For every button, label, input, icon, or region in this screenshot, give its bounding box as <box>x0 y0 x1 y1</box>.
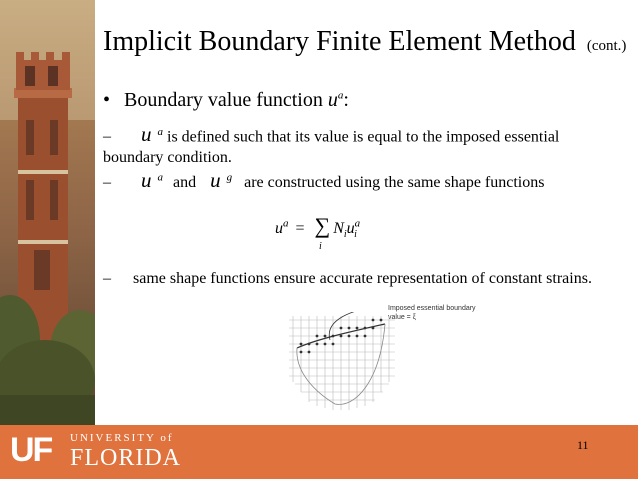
equation <box>275 213 361 252</box>
bullet-colon: : <box>343 89 349 111</box>
eq-rhs-u-sub: i <box>354 229 357 241</box>
campus-tower-photo <box>0 0 95 425</box>
eq-rhs-u-sup: a <box>354 217 361 230</box>
uf-logo: UF <box>10 431 52 469</box>
university-wordmark: UNIVERSITY of <box>70 432 174 444</box>
page-number: 11 <box>577 438 589 452</box>
eq-sum-index: i <box>319 241 322 252</box>
annotation-line-1: Imposed essential boundary <box>388 305 476 312</box>
mesh-figure <box>285 312 405 417</box>
eq-rhs-N-sub: i <box>343 229 347 241</box>
bullet-var-sup: a <box>337 89 344 102</box>
sub2-var1-sup: a <box>157 171 163 184</box>
dash: – <box>103 128 111 146</box>
subpoint-accuracy <box>103 268 623 289</box>
florida-wordmark: FLORIDA <box>70 445 182 471</box>
sub2-var1: u <box>141 168 152 192</box>
bullet-text: Boundary value function <box>124 89 323 111</box>
mesh-grid <box>289 316 395 410</box>
subpoint-definition <box>103 122 623 168</box>
sub1-text: is defined such that its value is equal to the imposed essential boundary condition. <box>103 128 560 167</box>
eq-sigma: ∑ <box>314 213 331 238</box>
title-text: Implicit Boundary Finite Element Method <box>103 26 576 57</box>
bullet-boundary-value-function <box>103 89 349 112</box>
sub2-var2: u <box>210 168 221 192</box>
sub1-var: u <box>141 122 152 147</box>
sub2-and: and <box>173 174 197 191</box>
sub2-text: are constructed using the same shape functions <box>244 174 545 191</box>
bullet-symbol: • <box>103 89 111 111</box>
tower-illustration <box>0 0 95 425</box>
bullet-var: u <box>327 89 338 111</box>
annotation-line-2: value = ξ <box>388 314 416 321</box>
subpoint-shape-functions <box>103 168 544 193</box>
sub2-var2-sup: g <box>226 171 233 184</box>
slide-title <box>103 26 626 58</box>
sub3-text: same shape functions ensure accurate representation of constant strains. <box>133 270 592 287</box>
sub1-var-sup: a <box>157 126 163 138</box>
eq-rhs-N: N <box>333 220 344 237</box>
eq-equals: = <box>295 220 305 237</box>
footer-bar <box>0 425 638 479</box>
dash: – <box>103 270 111 287</box>
title-suffix: (cont.) <box>586 38 627 54</box>
eq-rhs-u: u <box>346 220 355 237</box>
dash: – <box>103 174 111 191</box>
eq-lhs-sup: a <box>283 217 289 230</box>
eq-lhs: u <box>275 220 283 237</box>
